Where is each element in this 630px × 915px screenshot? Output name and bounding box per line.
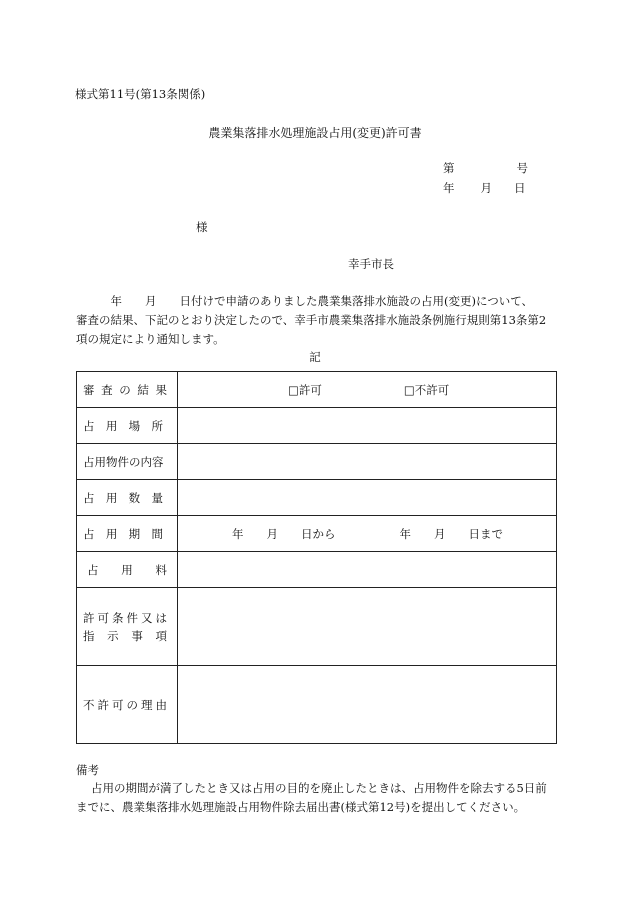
table-row bbox=[77, 552, 557, 588]
quantity-cell[interactable] bbox=[178, 480, 557, 516]
table-row bbox=[77, 516, 557, 552]
row-label bbox=[77, 666, 178, 744]
decision-table bbox=[76, 371, 557, 744]
label-text: 指 示 事 項 bbox=[83, 628, 167, 643]
remarks-heading: 備考 bbox=[76, 763, 99, 777]
row-label bbox=[77, 372, 178, 408]
conditions-cell[interactable] bbox=[178, 588, 557, 666]
label-text: 占 用 数 量 bbox=[83, 490, 163, 505]
row-label bbox=[77, 480, 178, 516]
table-row bbox=[77, 444, 557, 480]
fee-cell[interactable] bbox=[178, 552, 557, 588]
number-prefix: 第 bbox=[443, 161, 455, 175]
row-label: 占用物件の内容 bbox=[77, 444, 178, 480]
ki-heading: 記 bbox=[309, 350, 321, 364]
body-line: 年 月 日付けで申請のありました農業集落排水施設の占用(変更)について、 bbox=[76, 294, 534, 308]
date-day: 日 bbox=[514, 181, 526, 195]
addressee: 様 bbox=[196, 220, 208, 234]
result-cell bbox=[178, 372, 557, 408]
body-line: 審査の結果、下記のとおり決定したので、幸手市農業集落排水施設条例施行規則第13条第2 bbox=[76, 313, 547, 327]
deny-checkbox[interactable]: □不許可 bbox=[403, 382, 450, 397]
issue-date-line bbox=[443, 180, 526, 196]
document-number-line bbox=[443, 160, 528, 176]
row-label bbox=[77, 516, 178, 552]
period-cell[interactable] bbox=[178, 516, 557, 552]
document-title: 農業集落排水処理施設占用(変更)許可書 bbox=[208, 126, 422, 140]
table-row bbox=[77, 666, 557, 744]
date-month: 月 bbox=[480, 181, 492, 195]
remarks-paragraph: 占用の期間が満了したとき又は占用の目的を廃止したときは、占用物件を除去する5日前までに、農業集落排水処理施設占用物件除去届出書(様式第12号)を提出してください。 bbox=[76, 781, 547, 814]
table-row bbox=[77, 480, 557, 516]
form-number: 様式第11号(第13条関係) bbox=[75, 87, 206, 101]
denial-reason-cell[interactable] bbox=[178, 666, 557, 744]
content-cell[interactable] bbox=[178, 444, 557, 480]
date-year: 年 bbox=[443, 181, 455, 195]
table-row bbox=[77, 588, 557, 666]
label-text: 不 許 可 の 理 由 bbox=[83, 697, 167, 712]
label-text: 占 用 料 bbox=[87, 562, 167, 577]
remarks-text bbox=[76, 779, 556, 817]
row-label bbox=[77, 588, 178, 666]
label-text: 審 査 の 結 果 bbox=[83, 382, 167, 397]
body-line: 項の規定により通知します。 bbox=[76, 332, 225, 346]
table-row bbox=[77, 408, 557, 444]
label-text: 許 可 条 件 又 は bbox=[83, 610, 167, 625]
number-suffix: 号 bbox=[516, 161, 528, 175]
table-row bbox=[77, 372, 557, 408]
label-text: 占 用 期 間 bbox=[83, 526, 163, 541]
location-cell[interactable] bbox=[178, 408, 557, 444]
row-label bbox=[77, 552, 178, 588]
period-to: 年 月 日まで bbox=[399, 526, 503, 541]
period-from: 年 月 日から bbox=[232, 526, 336, 541]
label-text: 占 用 場 所 bbox=[83, 418, 163, 433]
issuer: 幸手市長 bbox=[348, 257, 394, 271]
row-label bbox=[77, 408, 178, 444]
permit-checkbox[interactable]: □許可 bbox=[288, 382, 322, 397]
body-text bbox=[76, 292, 556, 349]
